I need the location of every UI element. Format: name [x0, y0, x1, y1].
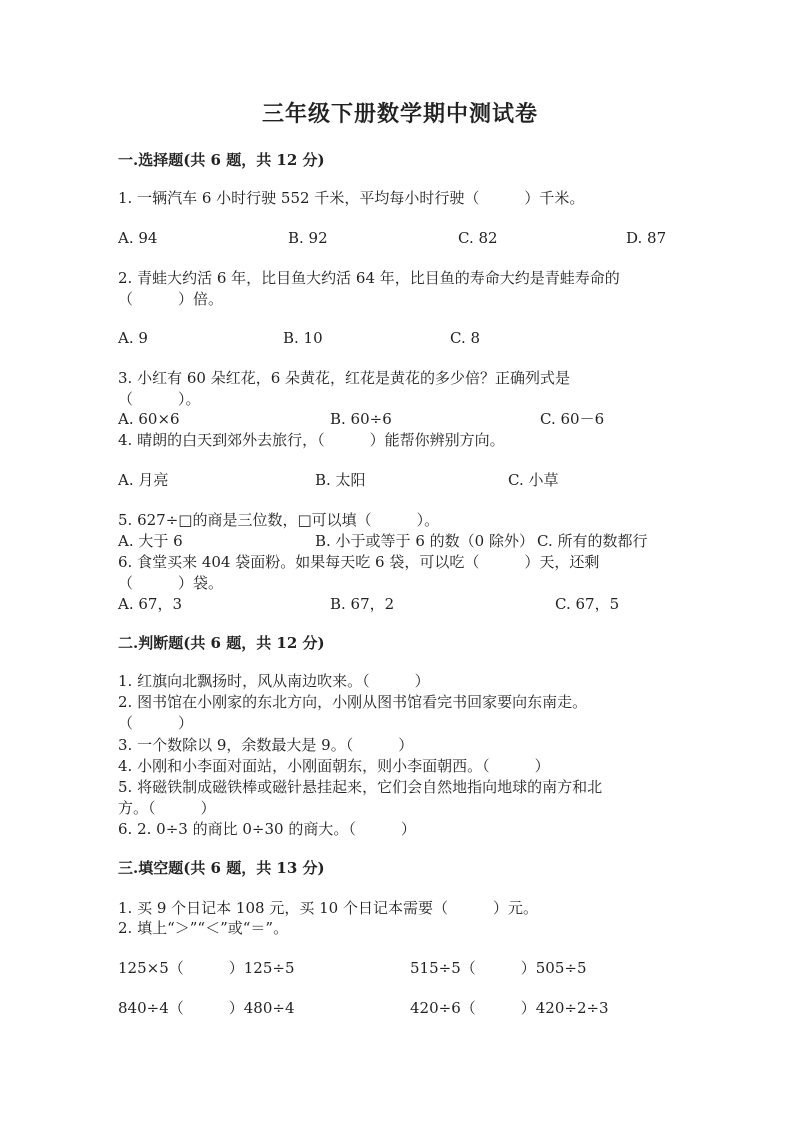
question-text: 2. 填上“＞”“＜”或“＝”。: [118, 919, 289, 937]
compare-item: 840÷4（ ）480÷4: [118, 999, 295, 1017]
question-text: 5. 627÷□的商是三位数，□可以填（ ）。: [118, 511, 440, 529]
option-b: B. 小于或等于 6 的数（0 除外）: [315, 532, 534, 550]
option-a: A. 67，3: [118, 595, 182, 613]
question-text-cont: （ ）袋。: [118, 574, 224, 592]
option-b: B. 60÷6: [330, 410, 392, 428]
option-a: A. 9: [118, 329, 148, 347]
option-a: A. 60×6: [118, 410, 180, 428]
question-text: 1. 买 9 个日记本 108 元，买 10 个日记本需要（ ）元。: [118, 899, 538, 917]
option-a: A. 大于 6: [118, 532, 183, 550]
option-c: C. 60－6: [540, 410, 605, 428]
option-c: C. 8: [450, 329, 481, 347]
list-item: 3. 一个数除以 9，余数最大是 9。（ ）: [118, 736, 414, 754]
section-heading-fill: 三.填空题(共 6 题，共 13 分): [118, 859, 325, 877]
list-item: 5. 将磁铁制成磁铁棒或磁针悬挂起来，它们会自然地指向地球的南方和北: [118, 778, 603, 796]
question-text: 2. 青蛙大约活 6 年，比目鱼大约活 64 年，比目鱼的寿命大约是青蛙寿命的: [118, 269, 620, 287]
list-item-cont: 方。（ ）: [118, 799, 216, 817]
option-b: B. 太阳: [315, 471, 366, 489]
option-b: B. 92: [288, 229, 328, 247]
list-item: 6. 2. 0÷3 的商比 0÷30 的商大。（ ）: [118, 820, 416, 838]
question-text: 6. 食堂买来 404 袋面粉。如果每天吃 6 袋，可以吃（ ）天，还剩: [118, 553, 600, 571]
option-d: D. 87: [626, 229, 667, 247]
list-item: 1. 红旗向北飘扬时，风从南边吹来。（ ）: [118, 672, 430, 690]
option-c: C. 小草: [508, 471, 559, 489]
option-c: C. 所有的数都行: [537, 532, 648, 550]
question-text-cont: （ ）。: [118, 390, 201, 408]
section-heading-judge: 二.判断题(共 6 题，共 12 分): [118, 634, 325, 652]
option-a: A. 月亮: [118, 471, 169, 489]
option-b: B. 10: [283, 329, 323, 347]
question-text: 1. 一辆汽车 6 小时行驶 552 千米，平均每小时行驶（ ）千米。: [118, 189, 585, 207]
option-c: C. 82: [458, 229, 498, 247]
question-text: 4. 晴朗的白天到郊外去旅行，（ ）能帮你辨别方向。: [118, 431, 505, 449]
compare-item: 125×5（ ）125÷5: [118, 959, 295, 977]
section-heading-choice: 一.选择题(共 6 题，共 12 分): [118, 151, 325, 169]
list-item-cont: （ ）: [118, 714, 194, 732]
list-item: 2. 图书馆在小刚家的东北方向，小刚从图书馆看完书回家要向东南走。: [118, 693, 588, 711]
compare-item: 420÷6（ ）420÷2÷3: [410, 999, 609, 1017]
option-a: A. 94: [118, 229, 158, 247]
option-c: C. 67，5: [555, 595, 620, 613]
page-title: 三年级下册数学期中测试卷: [261, 101, 538, 127]
list-item: 4. 小刚和小李面对面站，小刚面朝东，则小李面朝西。（ ）: [118, 757, 550, 775]
question-text-cont: （ ）倍。: [118, 290, 224, 308]
question-text: 3. 小红有 60 朵红花，6 朵黄花，红花是黄花的多少倍？正确列式是: [118, 369, 571, 387]
compare-item: 515÷5（ ）505÷5: [410, 959, 587, 977]
option-b: B. 67，2: [330, 595, 395, 613]
